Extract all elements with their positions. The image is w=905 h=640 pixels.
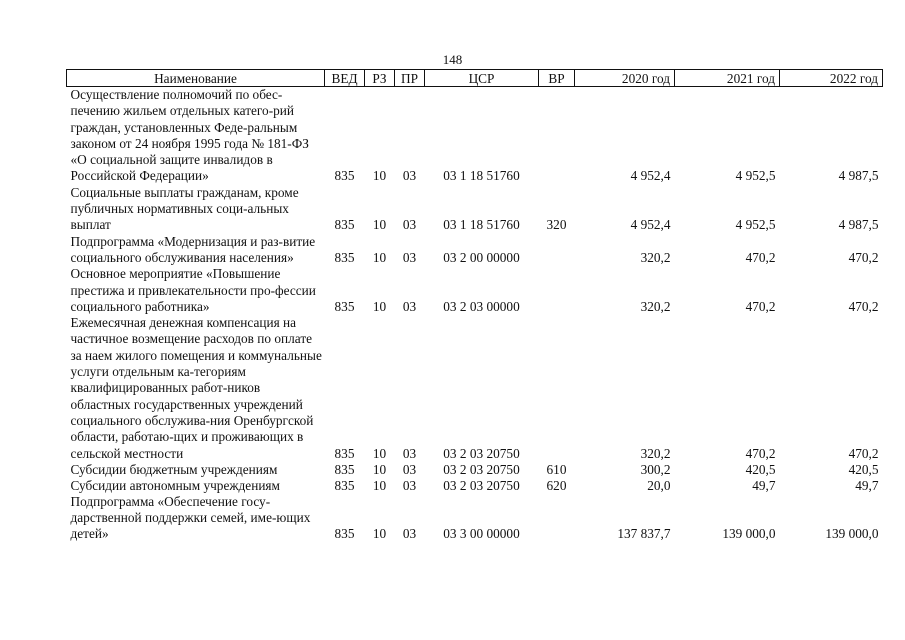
row-ved: 835	[334, 445, 355, 461]
row-csr: 03 2 00 00000	[443, 249, 520, 265]
row-name: Субсидии автономным учреждениям	[70, 477, 280, 493]
row-rz: 10	[372, 249, 387, 265]
row-2020: 4 952,4	[630, 168, 671, 184]
row-2022: 4 987,5	[838, 168, 879, 184]
row-vr	[539, 315, 575, 462]
row-vr	[539, 87, 575, 185]
table-row	[67, 87, 883, 185]
table-row	[67, 462, 883, 478]
row-2020: 4 952,4	[630, 217, 671, 233]
row-name: Субсидии бюджетным учреждениям	[70, 461, 278, 477]
row-csr: 03 2 03 20750	[443, 445, 520, 461]
row-name: Подпрограмма «Обеспечение госу-дарственной поддержки семей, име-ющих детей»	[70, 493, 311, 542]
row-rz: 10	[372, 445, 387, 461]
header-pr: ПР	[395, 70, 425, 87]
row-vr	[539, 266, 575, 315]
row-2022: 470,2	[848, 445, 879, 461]
row-pr: 03	[402, 217, 417, 233]
budget-table	[66, 69, 883, 543]
row-csr: 03 2 03 20750	[443, 461, 520, 477]
row-2021: 420,5	[745, 461, 776, 477]
row-2021: 470,2	[745, 445, 776, 461]
row-2021: 470,2	[745, 298, 776, 314]
row-name: Осуществление полномочий по обес-печению жильем отдельных катего-рий граждан, установленных Феде-ральным законом от 24 ноября 1995 года № 181-ФЗ «О социальной защите инвалидов в Российской Федерации»	[70, 87, 309, 184]
header-2021: 2021 год	[675, 70, 780, 87]
row-vr: 320	[546, 217, 567, 233]
row-2022: 139 000,0	[825, 526, 879, 542]
header-rz: РЗ	[365, 70, 395, 87]
table-row	[67, 234, 883, 267]
table-row	[67, 494, 883, 543]
row-ved: 835	[334, 217, 355, 233]
table-row	[67, 478, 883, 494]
row-rz: 10	[372, 168, 387, 184]
row-2020: 137 837,7	[617, 526, 671, 542]
row-pr: 03	[402, 477, 417, 493]
row-rz: 10	[372, 461, 387, 477]
row-rz: 10	[372, 298, 387, 314]
row-ved: 835	[334, 477, 355, 493]
header-name: Наименование	[67, 70, 325, 87]
row-vr: 610	[546, 461, 567, 477]
row-csr: 03 2 03 20750	[443, 477, 520, 493]
row-2022: 420,5	[848, 461, 879, 477]
row-pr: 03	[402, 168, 417, 184]
row-2021: 4 952,5	[735, 168, 776, 184]
header-2020: 2020 год	[575, 70, 675, 87]
row-2020: 20,0	[647, 477, 671, 493]
row-ved: 835	[334, 461, 355, 477]
row-vr	[539, 494, 575, 543]
row-pr: 03	[402, 445, 417, 461]
row-name: Ежемесячная денежная компенсация на частичное возмещение расходов по оплате за наем жилого помещения и коммунальные услуги отдельным ка-тегориям квалифицированных работ-ников областных государственных учреждений социального обслужива-ния Оренбургской области, работаю-щих и проживающих в сельской местности	[70, 315, 322, 461]
header-vr: ВР	[539, 70, 575, 87]
row-2020: 300,2	[640, 461, 671, 477]
row-name: Социальные выплаты гражданам, кроме публичных нормативных соци-альных выплат	[70, 184, 299, 233]
row-pr: 03	[402, 298, 417, 314]
row-2020: 320,2	[640, 298, 671, 314]
header-ved: ВЕД	[325, 70, 365, 87]
row-rz: 10	[372, 217, 387, 233]
page-number: 148	[442, 52, 463, 67]
table-row	[67, 315, 883, 462]
header-csr: ЦСР	[425, 70, 539, 87]
row-2021: 4 952,5	[735, 217, 776, 233]
row-ved: 835	[334, 526, 355, 542]
row-2022: 4 987,5	[838, 217, 879, 233]
table-header-row	[67, 70, 883, 87]
row-2020: 320,2	[640, 249, 671, 265]
row-2022: 49,7	[855, 477, 879, 493]
row-csr: 03 3 00 00000	[443, 526, 520, 542]
row-ved: 835	[334, 249, 355, 265]
row-name: Подпрограмма «Модернизация и раз-витие социального обслуживания населения»	[70, 233, 316, 265]
row-2021: 139 000,0	[722, 526, 776, 542]
row-pr: 03	[402, 461, 417, 477]
table-row	[67, 266, 883, 315]
row-pr: 03	[402, 249, 417, 265]
header-2022: 2022 год	[780, 70, 883, 87]
row-2021: 470,2	[745, 249, 776, 265]
row-rz: 10	[372, 526, 387, 542]
row-rz: 10	[372, 477, 387, 493]
row-2022: 470,2	[848, 249, 879, 265]
row-2022: 470,2	[848, 298, 879, 314]
row-2020: 320,2	[640, 445, 671, 461]
table-row	[67, 185, 883, 234]
row-name: Основное мероприятие «Повышение престижа и привлекательности про-фессии социального работника»	[70, 266, 316, 314]
row-csr: 03 1 18 51760	[443, 217, 520, 233]
row-csr: 03 2 03 00000	[443, 298, 520, 314]
row-csr: 03 1 18 51760	[443, 168, 520, 184]
row-vr	[539, 234, 575, 267]
row-ved: 835	[334, 168, 355, 184]
row-vr: 620	[546, 477, 567, 493]
row-ved: 835	[334, 298, 355, 314]
row-2021: 49,7	[752, 477, 776, 493]
row-pr: 03	[402, 526, 417, 542]
